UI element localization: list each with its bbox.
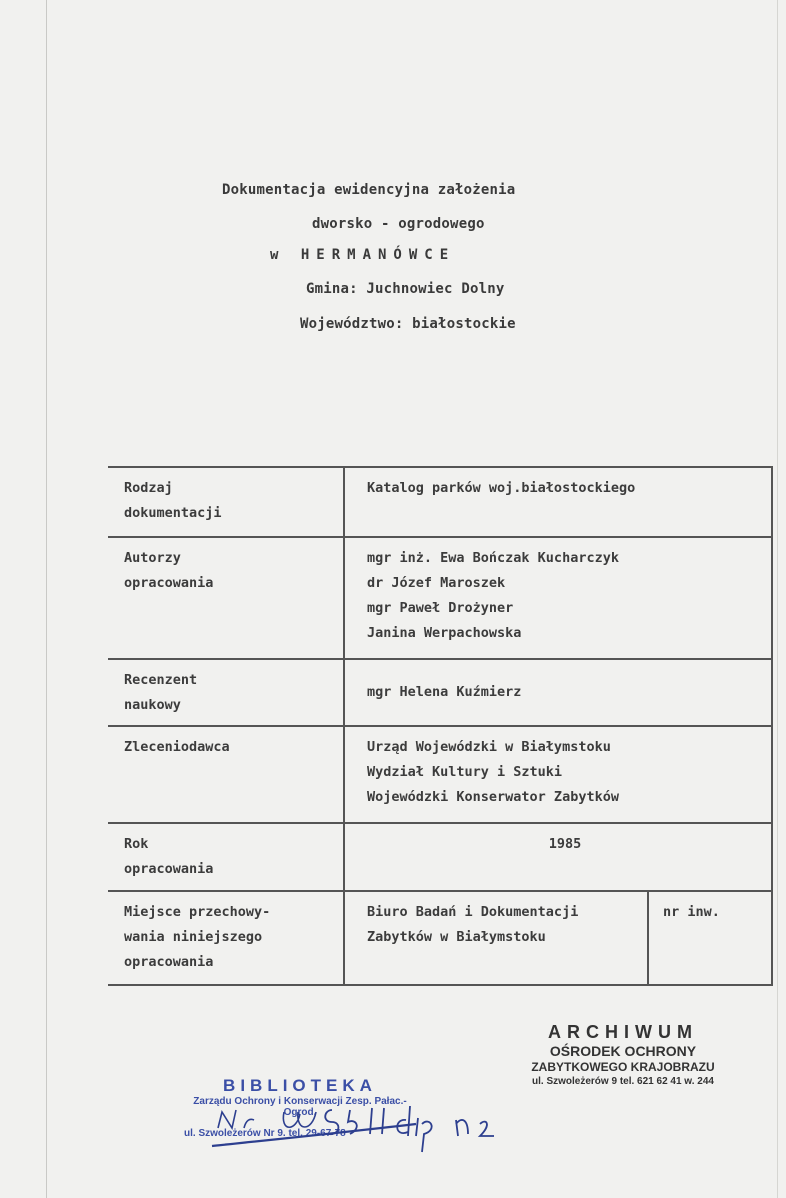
title-line-wojewodztwo: Województwo: białostockie (300, 316, 516, 332)
row-label: Recenzent naukowy (108, 659, 344, 726)
row-value: Katalog parków woj.białostockiego (344, 467, 772, 537)
table-row-reviewer (108, 659, 772, 726)
page-right-edge (777, 0, 778, 1198)
archive-stamp (508, 1022, 738, 1089)
handwritten-inventory-note (210, 1098, 530, 1182)
library-stamp-title: BIBLIOTEKA (223, 1076, 377, 1095)
table-row-commissioner (108, 726, 772, 823)
table-row-authors (108, 537, 772, 659)
row-label: Rok opracowania (108, 823, 344, 891)
row-value: mgr inż. Ewa Bończak Kucharczyk dr Józef Maroszek mgr Paweł Drożyner Janina Werpachowska (344, 537, 772, 659)
archive-stamp-line1: OŚRODEK OCHRONY (549, 1043, 697, 1059)
archive-stamp-line2: ZABYTKOWEGO KRAJOBRAZU (531, 1060, 715, 1074)
title-line-1: Dokumentacja ewidencyjna założenia (222, 182, 516, 198)
row-value: mgr Helena Kuźmierz (344, 659, 772, 726)
inventory-number-cell: nr inw. (648, 891, 772, 985)
archive-stamp-address: ul. Szwoleżerów 9 tel. 621 62 41 w. 244 (532, 1076, 714, 1087)
table-row-location (108, 891, 772, 985)
table-row-type (108, 467, 772, 537)
row-label: Autorzy opracowania (108, 537, 344, 659)
library-stamp-line1: Zarządu Ochrony i Konserwacji Zesp. Pałac.-Ogrod. (193, 1096, 407, 1118)
title-line-gmina: Gmina: Juchnowiec Dolny (306, 281, 505, 297)
archive-stamp-title: ARCHIWUM (548, 1022, 698, 1042)
handwriting-scribble (210, 1098, 530, 1178)
table-row-year (108, 823, 772, 891)
documentation-table (108, 466, 773, 986)
row-label: Rodzaj dokumentacji (108, 467, 344, 537)
row-value: Biuro Badań i Dokumentacji Zabytków w Białymstoku (344, 891, 648, 985)
row-value: 1985 (344, 823, 772, 891)
row-label: Miejsce przechowy- wania niniejszego opracowania (108, 891, 344, 985)
row-value: Urząd Wojewódzki w Białymstoku Wydział Kultury i Sztuki Wojewódzki Konserwator Zabytków (344, 726, 772, 823)
title-line-place: w HERMANÓWCE (270, 247, 456, 263)
row-label: Zleceniodawca (108, 726, 344, 823)
library-stamp-line2: ul. Szwoleżerów Nr 9. tel. 29-67-78 (184, 1128, 346, 1139)
page-fold-edge (46, 0, 47, 1198)
title-line-2: dworsko - ogrodowego (312, 216, 485, 232)
